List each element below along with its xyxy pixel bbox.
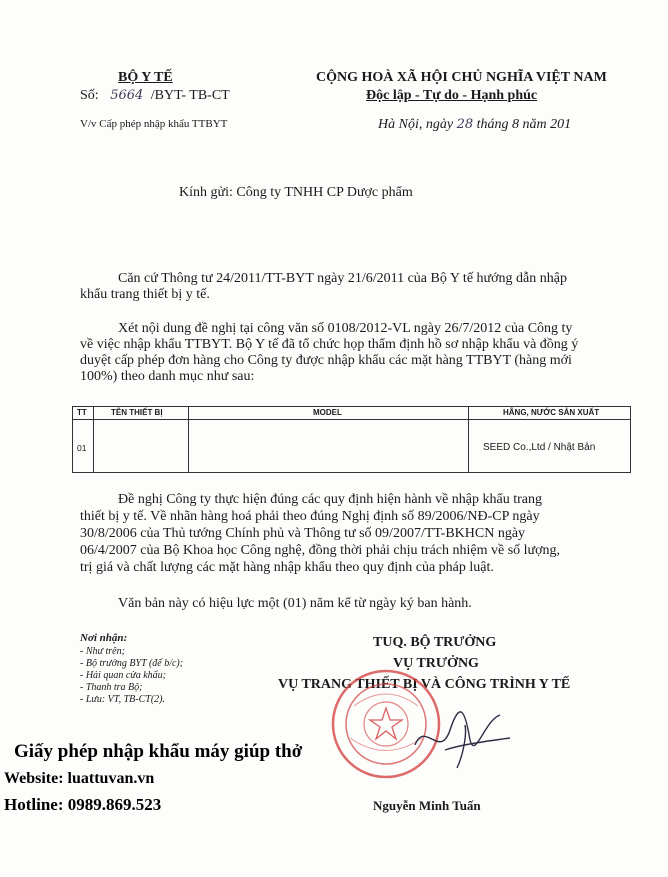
document-date [378,117,571,133]
paragraph-3-line-2: thiết bị y tế. Về nhãn hàng hoá phải theo đúng Nghị định số 89/2006/NĐ-CP ngày [80,509,540,524]
list-item: - Bộ trưởng BYT (để b/c); [80,658,184,669]
paragraph-2-line-4: 100%) theo danh mục như sau: [80,369,255,384]
paragraph-2-line-2: về việc nhập khẩu TTBYT. Bộ Y tế đã tổ chức họp thẩm định hồ sơ nhập khẩu và đồng ý [80,337,579,352]
paragraph-1-line-2: khẩu trang thiết bị y tế. [80,287,210,302]
date-rest: tháng 8 năm 201 [476,117,572,132]
paragraph-3-line-4: 06/4/2007 của Bộ Khoa học Công nghệ, đồng thời phải chịu trách nhiệm về số lượng, [80,543,561,558]
table-cell-maker: SEED Co.,Ltd / Nhật Bản [483,442,596,453]
signature-line-1: TUQ. BỘ TRƯỞNG [373,635,497,650]
date-day: 28 [456,117,474,132]
signer-name: Nguyễn Minh Tuấn [373,798,481,813]
number-prefix: Số: [80,88,99,103]
number-suffix: /BYT- TB-CT [150,88,230,103]
recipients-title: Nơi nhận: [80,632,128,644]
handwritten-signature-icon [405,700,515,775]
paragraph-3-line-3: 30/8/2006 của Thủ tướng Chính phủ và Thông tư số 09/2007/TT-BKHCN ngày [80,526,526,541]
table-header-name: TÊN THIẾT BỊ [111,408,163,417]
table-divider [188,407,189,472]
paragraph-2-line-1: Xét nội dung đề nghị tại công văn số 0108/2012-VL ngày 26/7/2012 của Công ty [118,321,573,336]
signature-line-2: VỤ TRƯỞNG [393,656,479,671]
paragraph-3-line-1: Đề nghị Công ty thực hiện đúng các quy định hiện hành về nhập khẩu trang [118,492,542,507]
table-header-maker: HÃNG, NƯỚC SẢN XUẤT [503,408,600,417]
overlay-website: Website: luattuvan.vn [4,770,155,787]
document-subject: V/v Cấp phép nhập khẩu TTBYT [80,118,228,130]
list-item: - Thanh tra Bộ; [80,682,143,693]
signature-line-3: VỤ TRANG THIẾT BỊ VÀ CÔNG TRÌNH Y TẾ [278,677,571,692]
list-item: - Hải quan cửa khẩu; [80,670,166,681]
paragraph-3-line-5: trị giá và chất lượng các mặt hàng nhập khẩu theo quy định của pháp luật. [80,560,494,575]
number-handwritten: 5664 [110,88,144,103]
list-item: - Lưu: VT, TB-CT(2). [80,694,165,705]
ministry-name: BỘ Y TẾ [118,70,173,85]
equipment-table [72,406,631,473]
document-number [80,88,230,104]
table-divider [468,407,469,472]
list-item: - Như trên; [80,646,125,657]
paragraph-2-line-3: duyệt cấp phép đơn hàng cho Công ty được nhập khẩu các mặt hàng TTBYT (hàng mới [80,353,572,368]
paragraph-1-line-1: Căn cứ Thông tư 24/2011/TT-BYT ngày 21/6/2011 của Bộ Y tế hướng dẫn nhập [118,271,567,286]
recipients-list [80,646,183,706]
table-header-tt: TT [77,408,87,417]
date-prefix: Hà Nội, ngày [378,117,454,132]
overlay-hotline: Hotline: 0989.869.523 [4,795,162,814]
paragraph-4: Văn bản này có hiệu lực một (01) năm kể từ ngày ký ban hành. [118,596,472,611]
country-name: CỘNG HOÀ XÃ HỘI CHỦ NGHĨA VIỆT NAM [316,70,607,85]
recipient-line: Kính gửi: Công ty TNHH CP Dược phẩm [179,185,413,200]
table-divider [93,407,94,472]
table-cell-tt: 01 [77,443,87,453]
table-header-model: MODEL [313,408,342,417]
motto: Độc lập - Tự do - Hạnh phúc [366,88,538,103]
overlay-title: Giấy phép nhập khẩu máy giúp thở [14,741,303,762]
